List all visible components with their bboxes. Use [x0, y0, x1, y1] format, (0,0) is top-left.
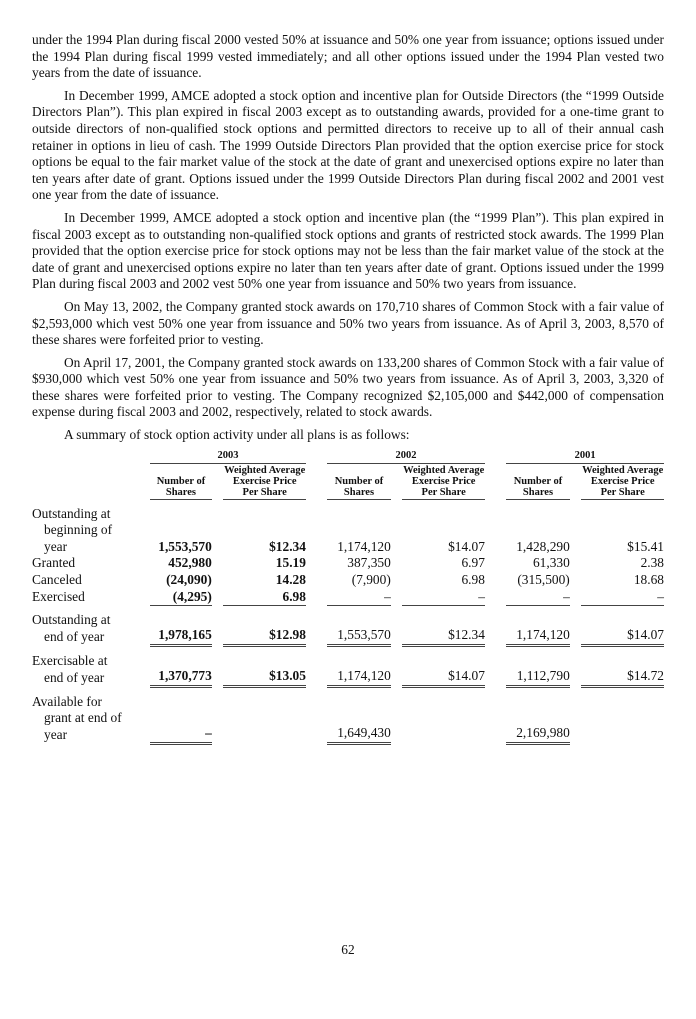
cell-shares-2002: 1,174,120	[337, 538, 391, 554]
cell-shares-2002: –	[327, 589, 391, 606]
cell-shares-2001: 1,428,290	[516, 538, 570, 554]
cell-shares-2001: 1,174,120	[506, 612, 570, 645]
cell-shares-2003: 1,978,165	[150, 612, 212, 645]
cell-price-2001: –	[581, 589, 664, 606]
table-row-outstanding-end	[32, 612, 664, 645]
row-label: Exercisable at end of year	[32, 652, 108, 685]
cell-shares-2002: 1,174,120	[327, 653, 391, 686]
paragraph-outside-directors-plan: In December 1999, AMCE adopted a stock option and incentive plan for Outside Directors (the “1999 Outside Directors Plan”). This plan expired in fiscal 2003 except as to outstanding awards, provided for a one-time grant to outside directors of non-qualified stock options and permitted directors to receive up to all of their annual cash retainer in options in lieu of cash. The 1999 Outside Directors Plan provided that the option exercise price for stock options be equal to the fair market value of the stock at the date of grant and unexercised options expire no later than ten years after date of grant. Options issued under the 1999 Outside Directors Plan during fiscal 2002 and 2001 vest one year from the date of issuance.	[32, 87, 664, 203]
row-label: Exercised	[32, 589, 85, 605]
cell-price-2003: $12.98	[223, 612, 306, 645]
cell-price-2002: $14.07	[402, 653, 485, 686]
cell-price-2003: 6.98	[223, 589, 306, 606]
cell-price-2001: 18.68	[633, 572, 664, 588]
year-header-2001: 2001	[506, 450, 664, 464]
cell-price-2001: 2.38	[640, 555, 664, 571]
year-header-row	[32, 450, 664, 464]
document-page	[32, 32, 664, 745]
row-label: Granted	[32, 555, 76, 571]
column-header-shares-2002: Number of Shares	[327, 463, 391, 499]
cell-shares-2001: –	[506, 589, 570, 606]
cell-price-2002: –	[402, 589, 485, 606]
row-label: Canceled	[32, 572, 82, 588]
row-label: Available for grant at end of year	[32, 693, 122, 742]
cell-shares-2001: (315,500)	[517, 572, 570, 588]
cell-shares-2002: 1,649,430	[327, 694, 391, 744]
row-label: Outstanding at beginning of year	[32, 505, 113, 554]
table-row-exercised	[32, 589, 664, 606]
cell-shares-2001: 61,330	[532, 555, 570, 571]
row-label: Outstanding at end of year	[32, 612, 111, 644]
year-header-2002: 2002	[327, 450, 485, 464]
cell-price-2001: $15.41	[627, 538, 664, 554]
column-header-shares-2003: Number of Shares	[150, 463, 212, 499]
cell-price-2003: $13.05	[223, 653, 306, 686]
paragraph-summary-intro: A summary of stock option activity under all plans is as follows:	[64, 427, 410, 443]
cell-shares-2003: –	[150, 694, 212, 744]
cell-price-2002: 6.97	[461, 555, 485, 571]
year-header-2003: 2003	[150, 450, 306, 464]
column-header-price-2003: Weighted Average Exercise Price Per Share	[224, 464, 306, 498]
cell-shares-2001: 2,169,980	[506, 694, 570, 744]
table-row-outstanding-begin	[32, 506, 664, 556]
table-row-available-for-grant	[32, 694, 664, 744]
page-number: 62	[341, 942, 355, 957]
cell-price-2002: $14.07	[448, 538, 485, 554]
cell-shares-2003: 1,370,773	[150, 653, 212, 686]
column-header-price-2002: Weighted Average Exercise Price Per Share	[403, 464, 485, 498]
column-header-price-2001: Weighted Average Exercise Price Per Share	[582, 464, 664, 498]
cell-shares-2003: 1,553,570	[158, 538, 212, 554]
cell-shares-2002: 387,350	[347, 555, 391, 571]
cell-price-2003: $12.34	[269, 538, 306, 554]
paragraph-1994-plan-vesting: under the 1994 Plan during fiscal 2000 vested 50% at issuance and 50% one year from issuance; options issued under the 1994 Plan during fiscal 1999 vested immediately; and all other options issued under the 1994 Plan vested two years from the date of issuance.	[32, 32, 664, 81]
cell-price-2001: $14.07	[581, 612, 664, 645]
cell-price-2002: 6.98	[461, 572, 485, 588]
table-row-granted	[32, 555, 664, 572]
cell-shares-2003: (24,090)	[166, 572, 212, 588]
cell-shares-2001: 1,112,790	[506, 653, 570, 686]
cell-shares-2002: (7,900)	[351, 572, 391, 588]
cell-price-2003: 14.28	[275, 572, 306, 588]
cell-shares-2003: (4,295)	[150, 589, 212, 606]
cell-price-2002: $12.34	[402, 612, 485, 645]
table-row-canceled	[32, 572, 664, 589]
column-header-shares-2001: Number of Shares	[506, 463, 570, 499]
cell-shares-2002: 1,553,570	[327, 612, 391, 645]
paragraph-stock-awards-2001: On April 17, 2001, the Company granted stock awards on 133,200 shares of Common Stock with a fair value of $930,000 which vest 50% one year from issuance and 50% two years from issuance. As of April 3, 2003, 3,320 of these shares were forfeited prior to vesting. The Company recognized $2,105,000 and $442,000 of compensation expense during fiscal 2003 and 2002, respectively, related to stock awards.	[32, 354, 664, 420]
table-row-exercisable-end	[32, 653, 664, 686]
paragraph-stock-awards-2002: On May 13, 2002, the Company granted stock awards on 170,710 shares of Common Stock with a fair value of $2,593,000 which vest 50% one year from issuance and 50% two years from issuance. As of April 3, 2003, 8,570 of these shares were forfeited prior to vesting.	[32, 298, 664, 348]
paragraph-1999-plan: In December 1999, AMCE adopted a stock option and incentive plan (the “1999 Plan”). This plan expired in fiscal 2003 except as to outstanding non-qualified stock options and grants of restricted stock awards. The 1999 Plan provided that the option exercise price for stock options may not be less than the fair market value of the stock at the date of grant and unexercised options expire no later than ten years after date of grant. Options issued under the 1999 Plan during fiscal 2003 and 2002 vest 50% one year from issuance and 50% two years from issuance.	[32, 209, 664, 292]
cell-shares-2003: 452,980	[168, 555, 212, 571]
cell-price-2001: $14.72	[581, 653, 664, 686]
cell-price-2003: 15.19	[275, 555, 306, 571]
stock-option-activity-table	[32, 450, 664, 745]
column-header-row	[32, 463, 664, 499]
